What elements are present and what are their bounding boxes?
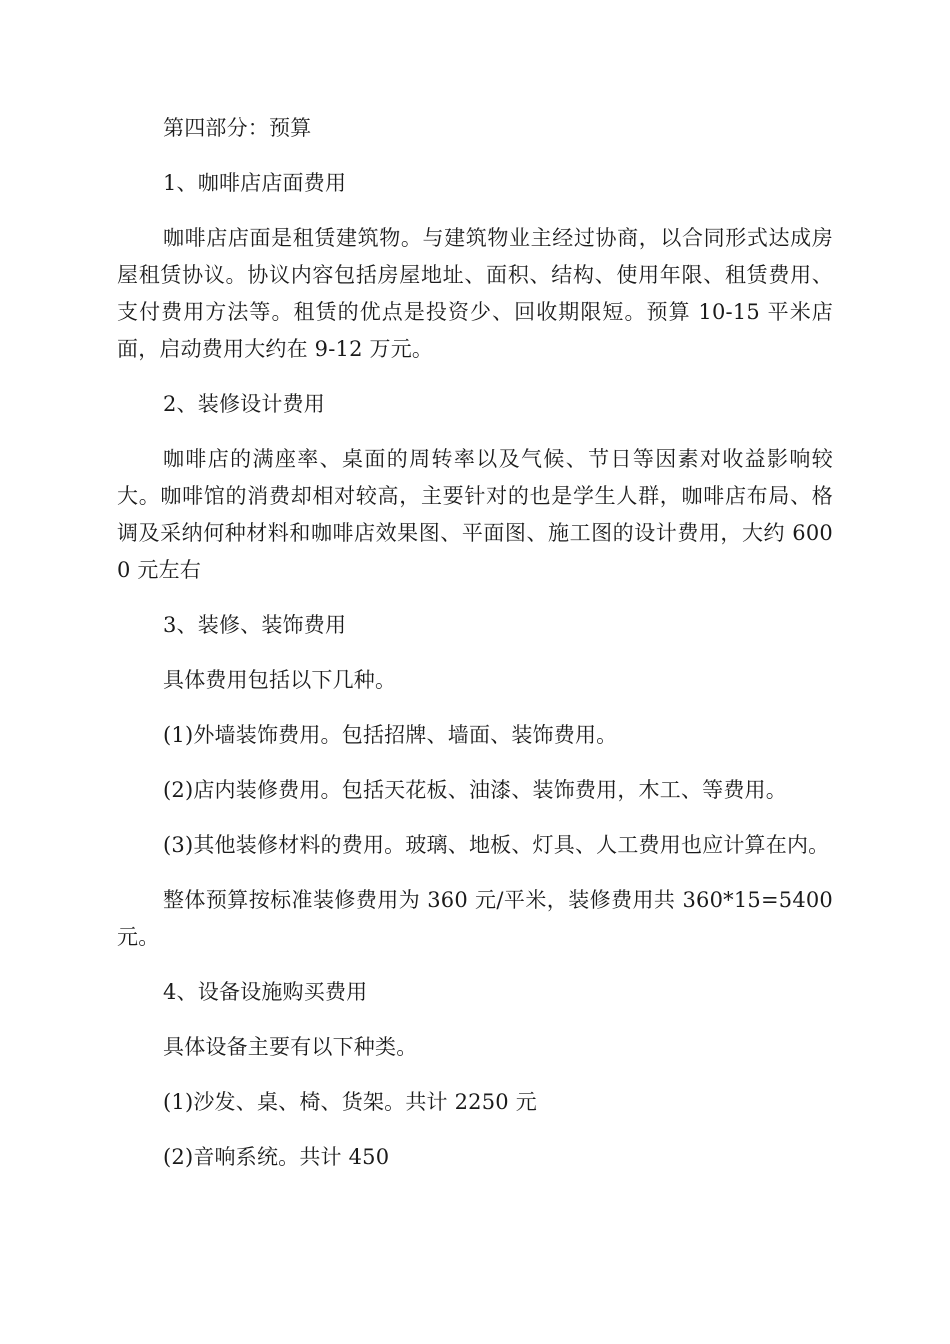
paragraph-storefront-lease: 咖啡店店面是租赁建筑物。与建筑物业主经过协商，以合同形式达成房屋租赁协议。协议内容包括房屋地址、面积、结构、使用年限、租赁费用、支付费用方法等。租赁的优点是投资少、回收期限短。预算 10-15 平米店面，启动费用大约在 9-12 万元。 — [117, 226, 833, 361]
list-item-interior: (2)店内装修费用。包括天花板、油漆、装饰费用，木工、等费用。 — [163, 778, 787, 802]
list-item-furniture: (1)沙发、桌、椅、货架。共计 2250 元 — [163, 1090, 537, 1114]
list-item-other-materials: (3)其他装修材料的费用。玻璃、地板、灯具、人工费用也应计算在内。 — [163, 833, 830, 857]
subheading-design-cost: 2、装修设计费用 — [163, 392, 325, 416]
list-item-exterior: (1)外墙装饰费用。包括招牌、墙面、装饰费用。 — [163, 723, 618, 747]
paragraph-overall-budget: 整体预算按标准装修费用为 360 元/平米，装修费用共 360*15=5400 元。 — [117, 888, 833, 949]
document-body — [117, 110, 833, 1194]
subheading-equipment-cost: 4、设备设施购买费用 — [163, 980, 368, 1004]
list-item-audio: (2)音响系统。共计 450 — [163, 1145, 390, 1169]
paragraph-equipment-intro: 具体设备主要有以下种类。 — [163, 1035, 418, 1059]
section-title: 第四部分：预算 — [163, 116, 312, 140]
paragraph-design-cost: 咖啡店的满座率、桌面的周转率以及气候、节日等因素对收益影响较大。咖啡馆的消费却相对较高，主要针对的也是学生人群，咖啡店布局、格调及采纳何种材料和咖啡店效果图、平面图、施工图的设计费用，大约 6000 元左右 — [117, 447, 833, 582]
paragraph-cost-types-intro: 具体费用包括以下几种。 — [163, 668, 397, 692]
subheading-storefront-cost: 1、咖啡店店面费用 — [163, 171, 347, 195]
subheading-decoration-cost: 3、装修、装饰费用 — [163, 613, 347, 637]
